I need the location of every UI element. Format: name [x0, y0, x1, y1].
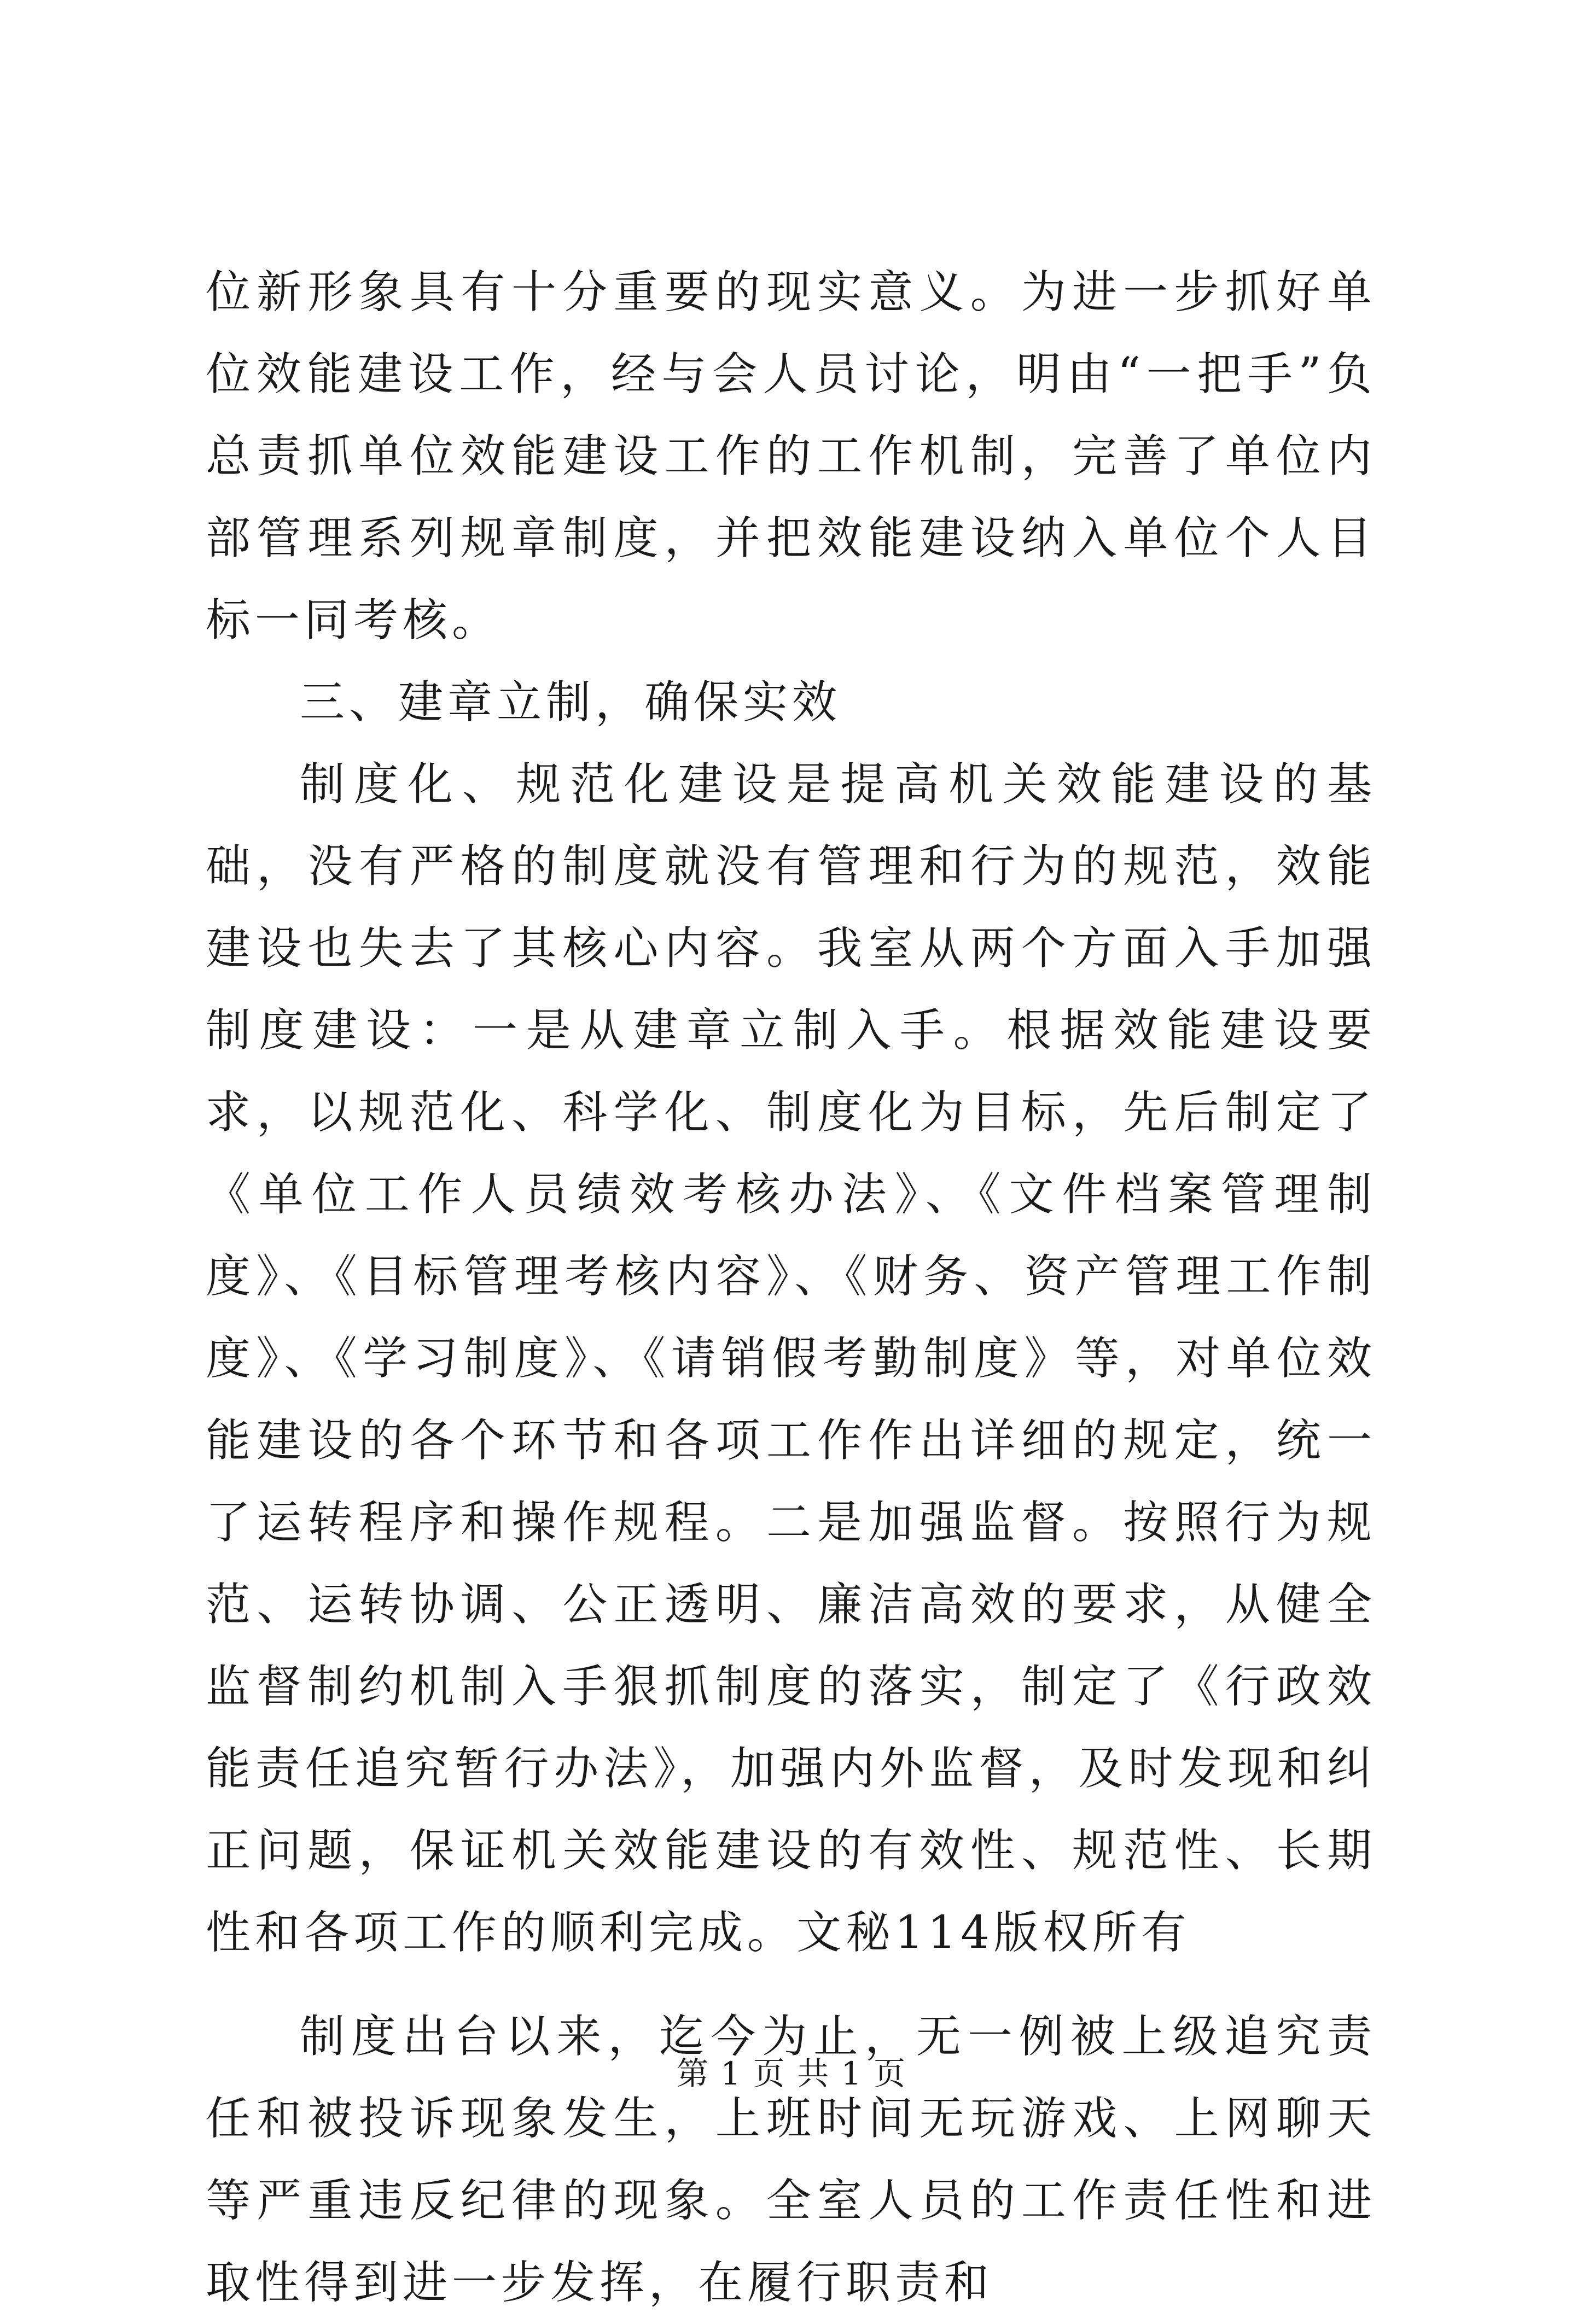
page-number-footer: 第 1 页 共 1 页	[677, 2055, 906, 2092]
paragraph-continuation: 位新形象具有十分重要的现实意义。为进一步抓好单位效能建设工作，经与会人员讨论，明由“一把手”负总责抓单位效能建设工作的工作机制，完善了单位内部管理系列规章制度，并把效能建设纳入单位个人目标一同考核。	[206, 266, 1376, 646]
section-heading: 三、建章立制，确保实效	[300, 676, 842, 728]
document-body	[206, 252, 1376, 2324]
paragraph-body: 制度化、规范化建设是提高机关效能建设的基础，没有严格的制度就没有管理和行为的规范，效能建设也失去了其核心内容。我室从两个方面入手加强制度建设：一是从建章立制入手。根据效能建设要求，以规范化、科学化、制度化为目标，先后制定了《单位工作人员绩效考核办法》、《文件档案管理制度》、《目标管理考核内容》、《财务、资产管理工作制度》、《学习制度》、《请销假考勤制度》等，对单位效能建设的各个环节和各项工作作出详细的规定，统一了运转程序和操作规程。二是加强监督。按照行为规范、运转协调、公正透明、廉洁高效的要求，从健全监督制约机制入手狠抓制度的落实，制定了《行政效能责任追究暂行办法》，加强内外监督，及时发现和纠正问题，保证机关效能建设的有效性、规范性、长期性和各项工作的顺利完成。文秘114版权所有	[206, 758, 1376, 1959]
paragraph-body: 制度出台以来，迄今为止，无一例被上级追究责任和被投诉现象发生，上班时间无玩游戏、上网聊天等严重违反纪律的现象。全室人员的工作责任性和进取性得到进一步发挥，在履行职责和	[206, 2011, 1376, 2309]
